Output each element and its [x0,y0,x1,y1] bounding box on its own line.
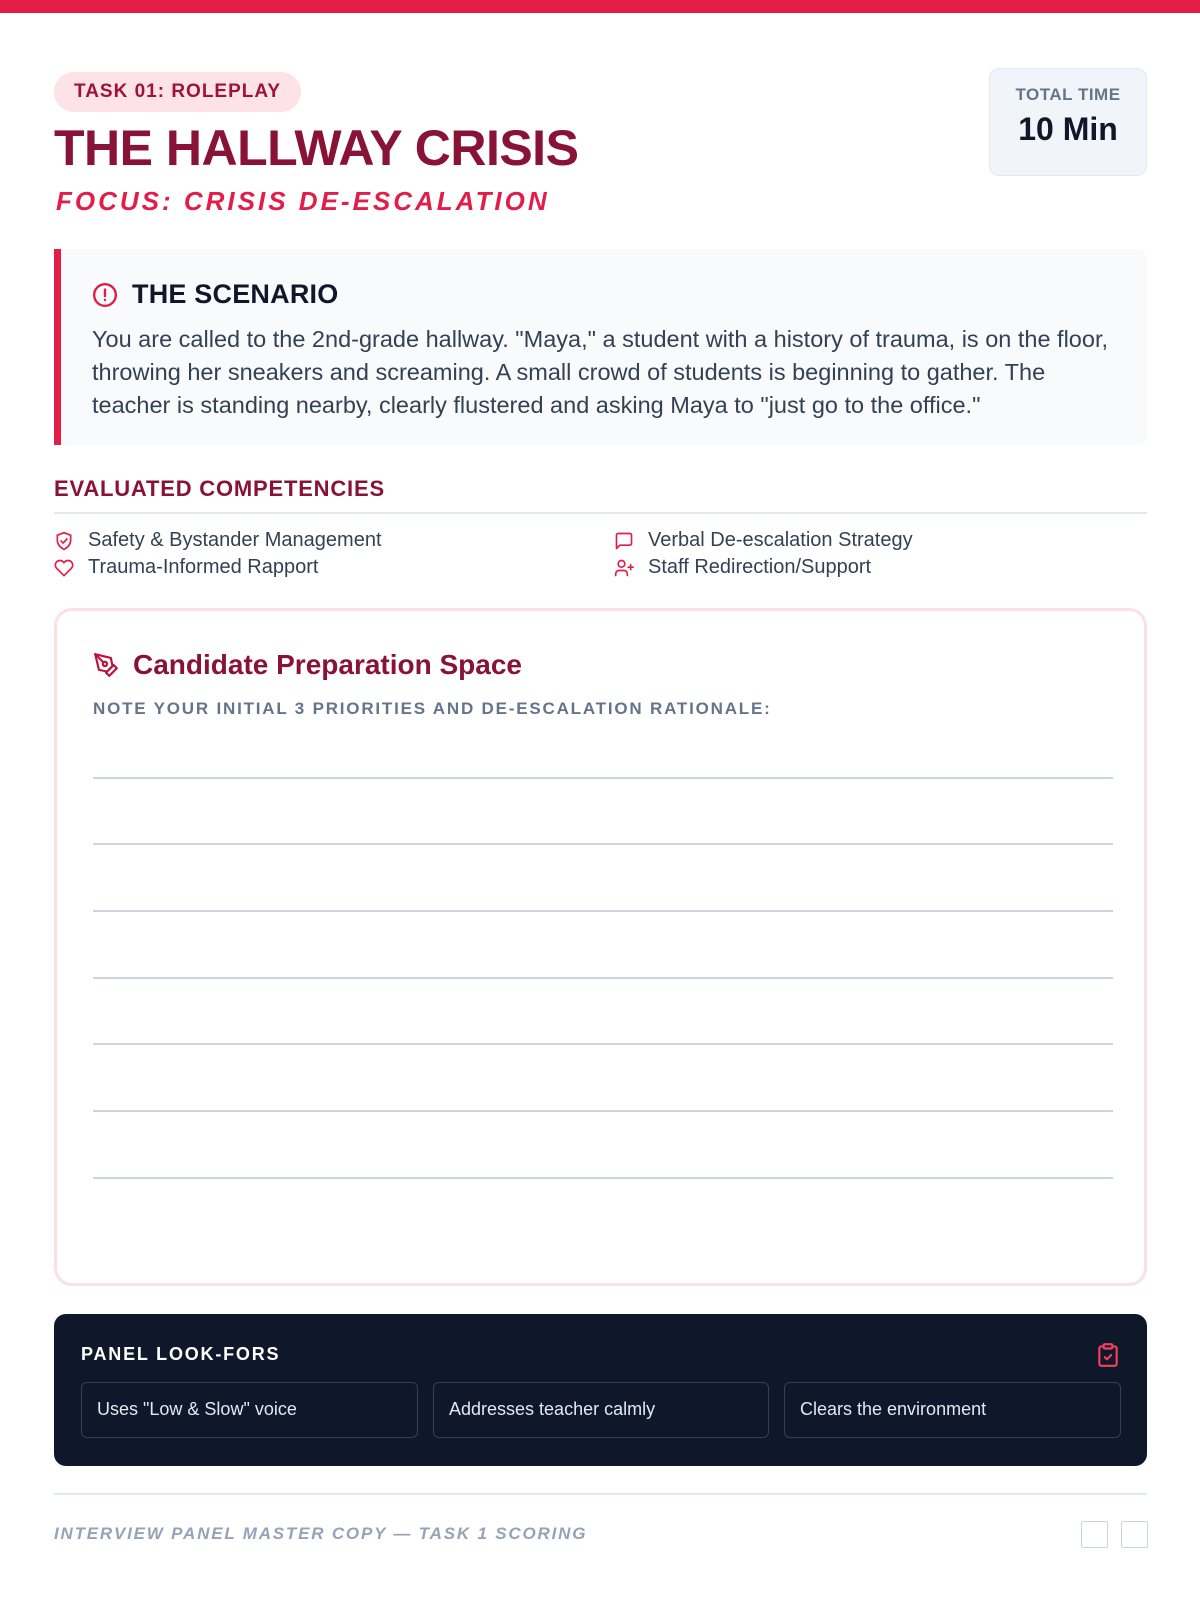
preparation-space [54,608,1147,1286]
scenario-heading [92,279,338,310]
focus-subtitle: FOCUS: CRISIS DE-ESCALATION [56,186,550,216]
scenario-text: You are called to the 2nd-grade hallway. "Maya," a student with a history of trauma, is on the floor, throwing her sneakers and screaming. A small crowd of students is beginning to gather. The teacher is standing nearby, clearly flustered and asking Maya to "just go to the office." [92,326,1109,418]
lookfors-title: PANEL LOOK-FORS [81,1344,281,1364]
task-badge: TASK 01: ROLEPLAY [54,72,301,112]
lookfor-item: Uses "Low & Slow" voice [81,1382,418,1438]
scenario-title: THE SCENARIO [132,279,339,309]
lookfor-item: Clears the environment [784,1382,1121,1438]
competency-item [54,529,382,552]
competency-label: Staff Redirection/Support [648,556,872,578]
preparation-instructions: NOTE YOUR INITIAL 3 PRIORITIES AND DE-ESCALATION RATIONALE: [93,699,772,718]
writing-line[interactable] [93,777,1113,779]
user-plus-icon [614,558,634,578]
writing-line[interactable] [93,1110,1113,1112]
competency-label: Verbal De-escalation Strategy [648,529,913,551]
total-time-box [989,68,1147,176]
writing-line[interactable] [93,1177,1113,1179]
competency-item [614,556,871,579]
page-title: THE HALLWAY CRISIS [54,120,579,176]
top-accent-bar [0,0,1200,13]
footer-text: INTERVIEW PANEL MASTER COPY — TASK 1 SCORING [54,1524,588,1543]
competencies-divider [54,512,1147,514]
writing-line[interactable] [93,910,1113,912]
writing-line[interactable] [93,843,1113,845]
competency-item [54,556,318,579]
preparation-heading [93,649,522,681]
footer-divider [54,1493,1147,1495]
writing-line[interactable] [93,977,1113,979]
pen-tool-icon [93,652,119,678]
competency-label: Safety & Bystander Management [88,529,382,551]
competency-item [614,529,913,552]
competency-label: Trauma-Informed Rapport [88,556,319,578]
total-time-value: 10 Min [1018,111,1118,147]
lookfor-item: Addresses teacher calmly [433,1382,769,1438]
alert-circle-icon [92,282,118,308]
message-square-icon [614,531,634,551]
shield-check-icon [54,531,74,551]
panel-lookfors [54,1314,1147,1466]
score-checkbox[interactable] [1081,1521,1108,1548]
score-checkbox[interactable] [1121,1521,1148,1548]
heart-icon [54,558,74,578]
scenario-card [54,249,1147,445]
header [54,72,1147,222]
clipboard-check-icon [1095,1342,1121,1368]
writing-line[interactable] [93,1043,1113,1045]
competencies-title: EVALUATED COMPETENCIES [54,476,385,501]
preparation-title: Candidate Preparation Space [133,649,523,680]
total-time-label: TOTAL TIME [1015,85,1121,104]
